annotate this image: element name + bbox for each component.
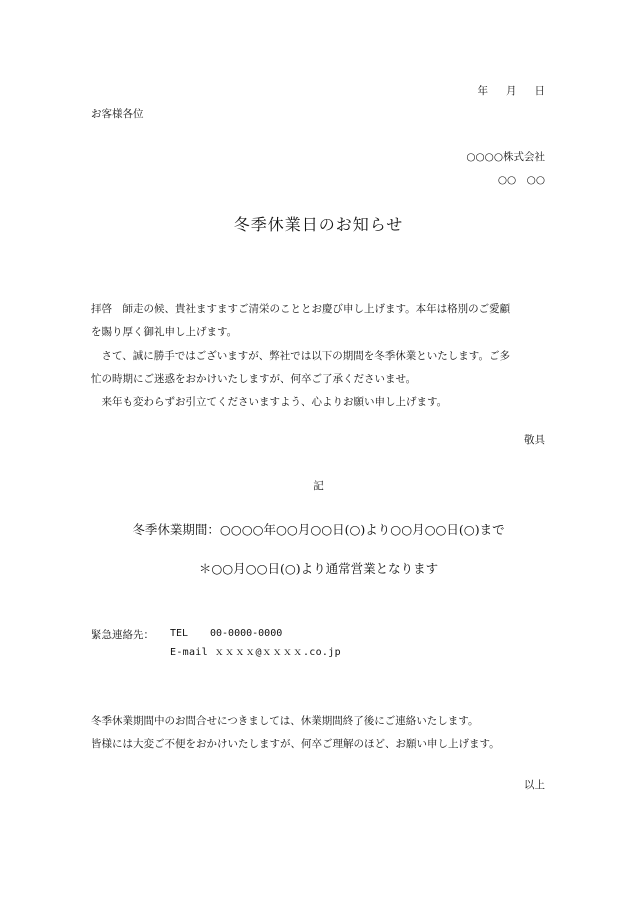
- notice-line-1: さて、誠に勝手ではございますが、弊社では以下の期間を冬季休業といたします。ご多: [91, 350, 510, 362]
- resume-date: ＊○○月○○日(○)より通常営業となります: [198, 561, 439, 576]
- greeting-line-2: を賜り厚く御礼申し上げます。: [91, 326, 238, 338]
- sender-company: ○○○○株式会社: [466, 151, 545, 163]
- contact-label: 緊急連絡先：: [91, 629, 154, 641]
- date-month: 月: [506, 85, 517, 97]
- closing-ijou: 以上: [524, 779, 545, 791]
- date-year: 年: [477, 85, 488, 97]
- sender-name: ○○ ○○: [497, 174, 545, 186]
- greeting-line-1: 拝啓 師走の候、貴社ますますご清栄のこととお慶び申し上げます。本年は格別のご愛顧: [91, 303, 511, 315]
- date-line: [478, 84, 546, 98]
- contact-tel-label: TEL: [170, 628, 189, 639]
- ki-mark: 記: [313, 480, 324, 492]
- footer-note-1: 冬季休業期間中のお問合せにつきましては、休業期間終了後にご連絡いたします。: [91, 715, 479, 727]
- document-title: 冬季休業日のお知らせ: [233, 215, 404, 234]
- contact-email: E-mail ｘｘｘｘ@ｘｘｘｘ.co.jp: [170, 647, 341, 658]
- closing-keigu: 敬具: [524, 434, 545, 446]
- notice-line-2: 忙の時期にご迷惑をおかけいたしますが、何卒ご了承くださいませ。: [91, 373, 417, 385]
- footer-note-2: 皆様には大変ご不便をおかけいたしますが、何卒ご理解のほど、お願い申し上げます。: [91, 738, 500, 750]
- holiday-period: 冬季休業期間：○○○○年○○月○○日(○)より○○月○○日(○)まで: [132, 522, 505, 537]
- closing-wish: 来年も変わらずお引立てくださいますよう、心よりお願い申し上げます。: [91, 396, 448, 408]
- contact-tel: 00-0000-0000: [210, 628, 283, 639]
- date-day: 日: [534, 85, 545, 97]
- recipient: お客様各位: [91, 108, 144, 120]
